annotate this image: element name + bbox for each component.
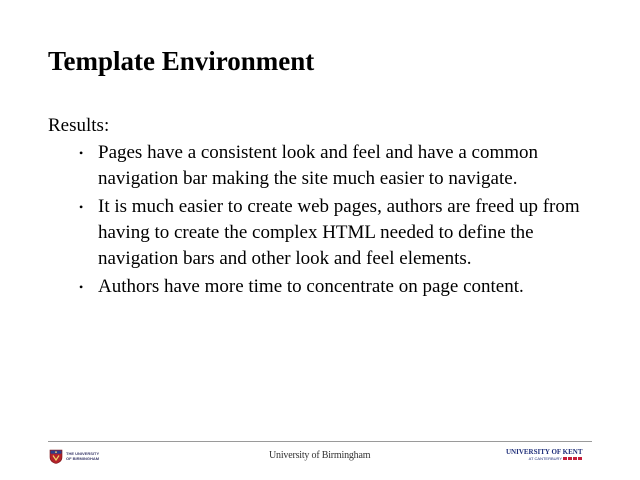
birmingham-crest-icon <box>49 449 63 464</box>
kent-logo-title: UNIVERSITY OF KENT <box>506 448 583 456</box>
bullet-text: Pages have a consistent look and feel and have a common navigation bar making the site much easier to navigate. <box>98 142 539 189</box>
results-label: Results: <box>48 115 110 136</box>
footer-institution-text: University of Birmingham <box>269 450 371 461</box>
university-of-kent-logo <box>506 448 582 466</box>
bullet-icon: • <box>79 146 84 160</box>
birmingham-logo-text: THE UNIVERSITY OF BIRMINGHAM <box>66 451 100 461</box>
list-item <box>48 140 588 192</box>
university-of-birmingham-logo <box>49 449 119 465</box>
footer-divider <box>48 441 592 442</box>
bullet-icon: • <box>79 200 84 214</box>
list-item <box>48 194 588 272</box>
list-item <box>48 274 588 300</box>
bullet-text: It is much easier to create web pages, authors are freed up from having to create the complex HTML needed to define the navigation bars and other look and feel elements. <box>98 196 580 269</box>
results-list <box>48 140 588 300</box>
bullet-icon: • <box>79 280 84 294</box>
slide-footer <box>48 438 592 468</box>
slide-body <box>48 113 588 302</box>
bullet-text: Authors have more time to concentrate on page content. <box>98 276 524 297</box>
slide-title: Template Environment <box>48 46 315 76</box>
kent-logo-subtitle: AT CANTERBURY <box>506 456 582 462</box>
